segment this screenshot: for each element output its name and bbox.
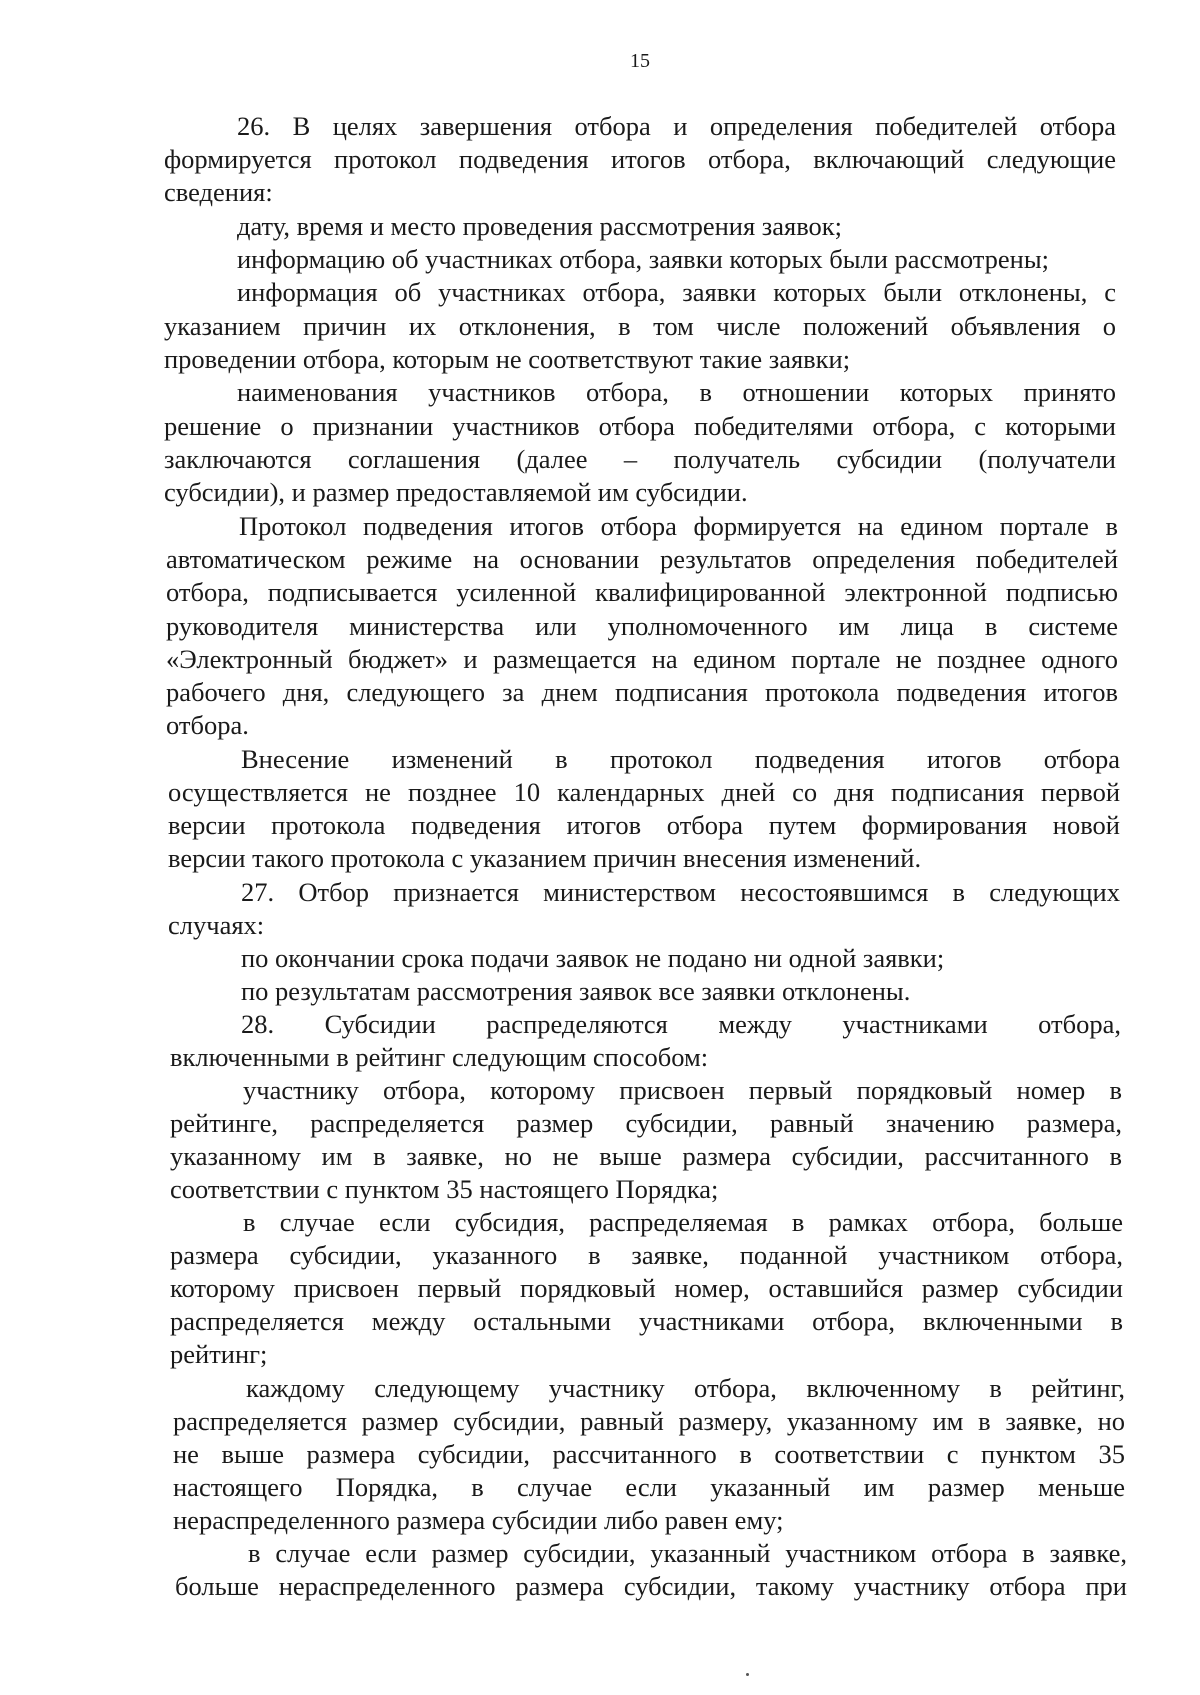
text-line: размера субсидии, указанного в заявке, поданной участником отбора, (170, 1240, 1123, 1270)
text-line: соответствии с пунктом 35 настоящего Порядка; (170, 1174, 719, 1204)
scan-speck (746, 1673, 749, 1676)
text-line: информация об участниках отбора, заявки которых были отклонены, с (237, 277, 1116, 307)
text-line: 27. Отбор признается министерством несостоявшимся в следующих (241, 877, 1120, 907)
text-line: распределяется между остальными участниками отбора, включенными в (170, 1306, 1123, 1336)
text-line: версии такого протокола с указанием причин внесения изменений. (168, 843, 922, 873)
text-line: отбора, подписывается усиленной квалифицированной электронной подписью (166, 577, 1118, 607)
text-line: больше нераспределенного размера субсидии, такому участнику отбора при (175, 1571, 1127, 1601)
text-line: руководителя министерства или уполномоченного им лица в системе (166, 611, 1118, 641)
text-line: 26. В целях завершения отбора и определения победителей отбора (237, 111, 1116, 141)
text-line: сведения: (164, 177, 273, 207)
text-line: участнику отбора, которому присвоен первый порядковый номер в (243, 1075, 1122, 1105)
text-line: в случае если размер субсидии, указанный участником отбора в заявке, (248, 1538, 1127, 1568)
text-line: Протокол подведения итогов отбора формируется на едином портале в (239, 511, 1118, 541)
text-line: «Электронный бюджет» и размещается на едином портале не позднее одного (166, 644, 1118, 674)
text-line: автоматическом режиме на основании результатов определения победителей (166, 544, 1118, 574)
text-line: каждому следующему участнику отбора, включенному в рейтинг, (246, 1373, 1125, 1403)
text-line: указанием причин их отклонения, в том числе положений объявления о (164, 311, 1116, 341)
text-line: проведении отбора, которым не соответствуют такие заявки; (164, 344, 851, 374)
text-line: решение о признании участников отбора победителями отбора, с которыми (164, 411, 1116, 441)
text-line: случаях: (168, 910, 265, 940)
text-line: настоящего Порядка, в случае если указанный им размер меньше (173, 1472, 1125, 1502)
text-line: рейтинг; (170, 1339, 268, 1369)
text-line: нераспределенного размера субсидии либо равен ему; (173, 1505, 784, 1535)
text-line: по окончании срока подачи заявок не подано ни одной заявки; (241, 943, 945, 973)
text-line: 28. Субсидии распределяются между участниками отбора, (241, 1009, 1121, 1039)
text-line: по результатам рассмотрения заявок все заявки отклонены. (241, 976, 911, 1006)
text-line: дату, время и место проведения рассмотрения заявок; (237, 211, 843, 241)
text-line: отбора. (166, 710, 249, 740)
text-line: информацию об участниках отбора, заявки которых были рассмотрены; (237, 244, 1050, 274)
text-line: формируется протокол подведения итогов отбора, включающий следующие (164, 144, 1116, 174)
text-line: наименования участников отбора, в отношении которых принято (237, 377, 1116, 407)
text-line: рейтинге, распределяется размер субсидии, равный значению размера, (170, 1108, 1122, 1138)
page-number: 15 (630, 50, 650, 72)
text-line: осуществляется не позднее 10 календарных дней со дня подписания первой (168, 777, 1120, 807)
text-line: распределяется размер субсидии, равный размеру, указанному им в заявке, но (173, 1406, 1125, 1436)
text-line: не выше размера субсидии, рассчитанного в соответствии с пунктом 35 (173, 1439, 1125, 1469)
text-line: версии протокола подведения итогов отбора путем формирования новой (168, 810, 1120, 840)
text-line: в случае если субсидия, распределяемая в рамках отбора, больше (243, 1207, 1123, 1237)
text-line: субсидии), и размер предоставляемой им субсидии. (164, 477, 748, 507)
text-line: которому присвоен первый порядковый номер, оставшийся размер субсидии (170, 1273, 1123, 1303)
text-line: рабочего дня, следующего за днем подписания протокола подведения итогов (166, 677, 1118, 707)
text-line: Внесение изменений в протокол подведения итогов отбора (241, 744, 1120, 774)
text-line: заключаются соглашения (далее – получатель субсидии (получатели (164, 444, 1116, 474)
text-line: указанному им в заявке, но не выше размера субсидии, рассчитанного в (170, 1141, 1122, 1171)
text-line: включенными в рейтинг следующим способом: (170, 1042, 709, 1072)
